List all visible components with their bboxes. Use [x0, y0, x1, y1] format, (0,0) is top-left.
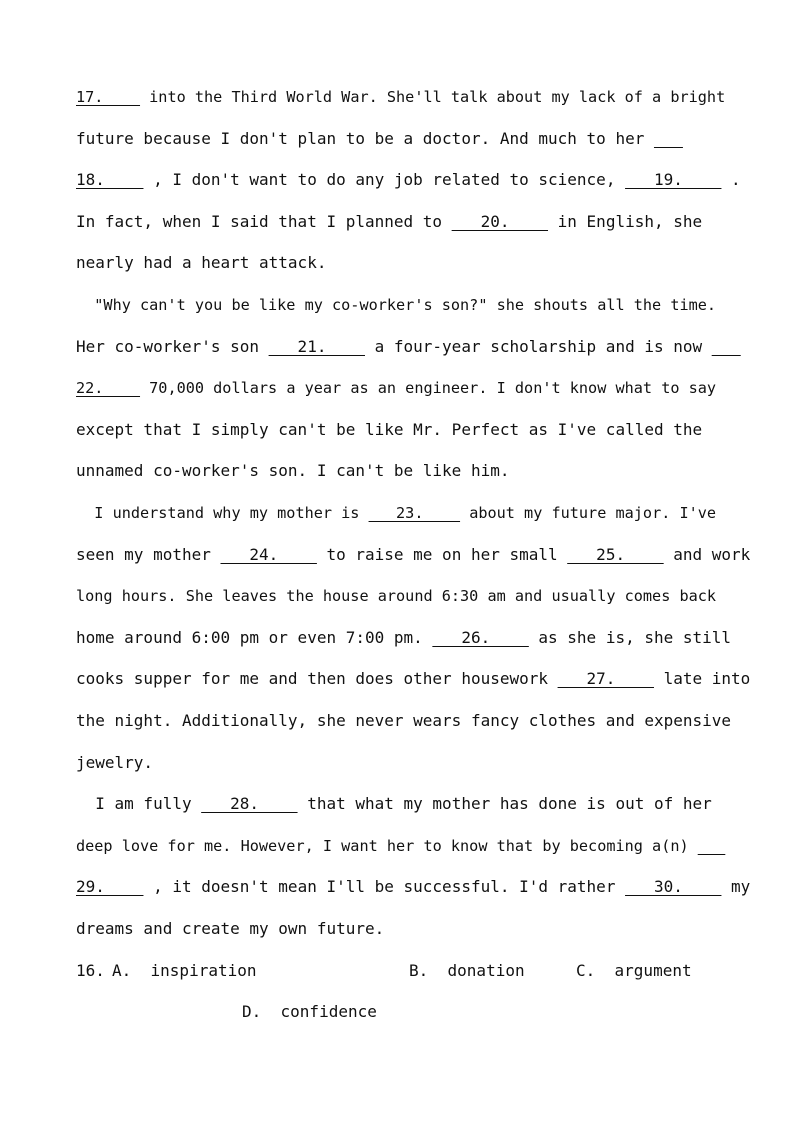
text-segment: future because I don't plan to be a doctor. And much to her: [76, 129, 654, 148]
text-line: [76, 461, 509, 481]
text-segment: dreams and create my own future.: [76, 919, 385, 938]
text-segment: .: [721, 170, 741, 189]
text-segment: "Why can't you be like my co-worker's son?" she shouts all the time.: [76, 296, 717, 314]
option-a: A. inspiration: [112, 961, 257, 980]
text-segment: I am fully: [76, 794, 202, 813]
answer-blank: ___30.____: [625, 877, 722, 896]
answer-blank: ___23.____: [368, 504, 461, 522]
answer-blank: ___19.____: [625, 170, 722, 189]
text-segment: cooks supper for me and then does other housework: [76, 669, 558, 688]
answer-blank: ___27.____: [557, 669, 654, 688]
answer-blank: ___28.____: [201, 794, 298, 813]
option-b: B. donation: [409, 961, 525, 980]
text-segment: deep love for me. However, I want her to know that by becoming a(n): [76, 837, 698, 855]
text-line: [76, 711, 731, 731]
text-line: [76, 545, 750, 565]
question-number: 16.: [76, 961, 105, 980]
answer-blank: ___: [697, 837, 726, 855]
text-segment: except that I simply can't be like Mr. Perfect as I've called the: [76, 420, 703, 439]
text-line: [76, 753, 153, 773]
text-segment: , it doesn't mean I'll be successful. I'd rather: [143, 877, 626, 896]
text-segment: my: [721, 877, 751, 896]
text-segment: to raise me on her small: [316, 545, 568, 564]
text-line: [76, 420, 702, 440]
text-line: [76, 628, 731, 648]
answer-blank: 22.____: [76, 379, 141, 397]
text-segment: nearly had a heart attack.: [76, 253, 327, 272]
text-segment: the night. Additionally, she never wears fancy clothes and expensive: [76, 711, 732, 730]
text-segment: jewelry.: [76, 753, 154, 772]
text-line: [76, 337, 741, 357]
text-segment: as she is, she still: [528, 628, 732, 647]
text-line: [76, 212, 702, 232]
text-segment: I understand why my mother is: [76, 504, 369, 522]
answer-blank: 29.____: [76, 877, 144, 896]
text-segment: 70,000 dollars a year as an engineer. I don't know what to say: [140, 379, 717, 397]
text-line: [76, 170, 741, 190]
text-segment: into the Third World War. She'll talk about my lack of a bright: [140, 88, 726, 106]
answer-blank: ___20.____: [451, 212, 549, 231]
text-segment: In fact, when I said that I planned to: [76, 212, 452, 231]
text-segment: home around 6:00 pm or even 7:00 pm.: [76, 628, 433, 647]
text-line: [76, 378, 716, 398]
text-segment: that what my mother has done is out of her: [297, 794, 712, 813]
text-line: [76, 586, 716, 606]
text-segment: seen my mother: [76, 545, 221, 564]
text-line: [76, 919, 384, 939]
answer-blank: 18.____: [76, 170, 144, 189]
text-segment: about my future major. I've: [460, 504, 717, 522]
text-line: [76, 503, 716, 523]
option-c: C. argument: [576, 961, 692, 980]
text-segment: in English, she: [548, 212, 703, 231]
text-line: [76, 253, 326, 273]
answer-blank: ___25.____: [567, 545, 664, 564]
text-segment: Her co-worker's son: [76, 337, 269, 356]
answer-blank: ___21.____: [268, 337, 365, 356]
text-line: [76, 295, 716, 315]
answer-blank: 17.____: [76, 88, 141, 106]
text-line: [76, 877, 750, 897]
text-segment: and work: [663, 545, 751, 564]
text-line: [76, 669, 750, 689]
answer-blank: ___: [653, 129, 683, 148]
text-line: [76, 836, 725, 856]
text-segment: , I don't want to do any job related to science,: [143, 170, 626, 189]
option-d: D. confidence: [242, 1002, 377, 1021]
text-line: [76, 87, 725, 107]
text-line: [76, 794, 712, 814]
text-line: [76, 129, 683, 149]
text-segment: unnamed co-worker's son. I can't be like him.: [76, 461, 510, 480]
text-segment: long hours. She leaves the house around 6:30 am and usually comes back: [76, 587, 717, 605]
text-segment: a four-year scholarship and is now: [364, 337, 712, 356]
answer-blank: ___26.____: [432, 628, 529, 647]
answer-blank: ___: [711, 337, 741, 356]
answer-blank: ___24.____: [220, 545, 317, 564]
text-segment: late into: [653, 669, 751, 688]
